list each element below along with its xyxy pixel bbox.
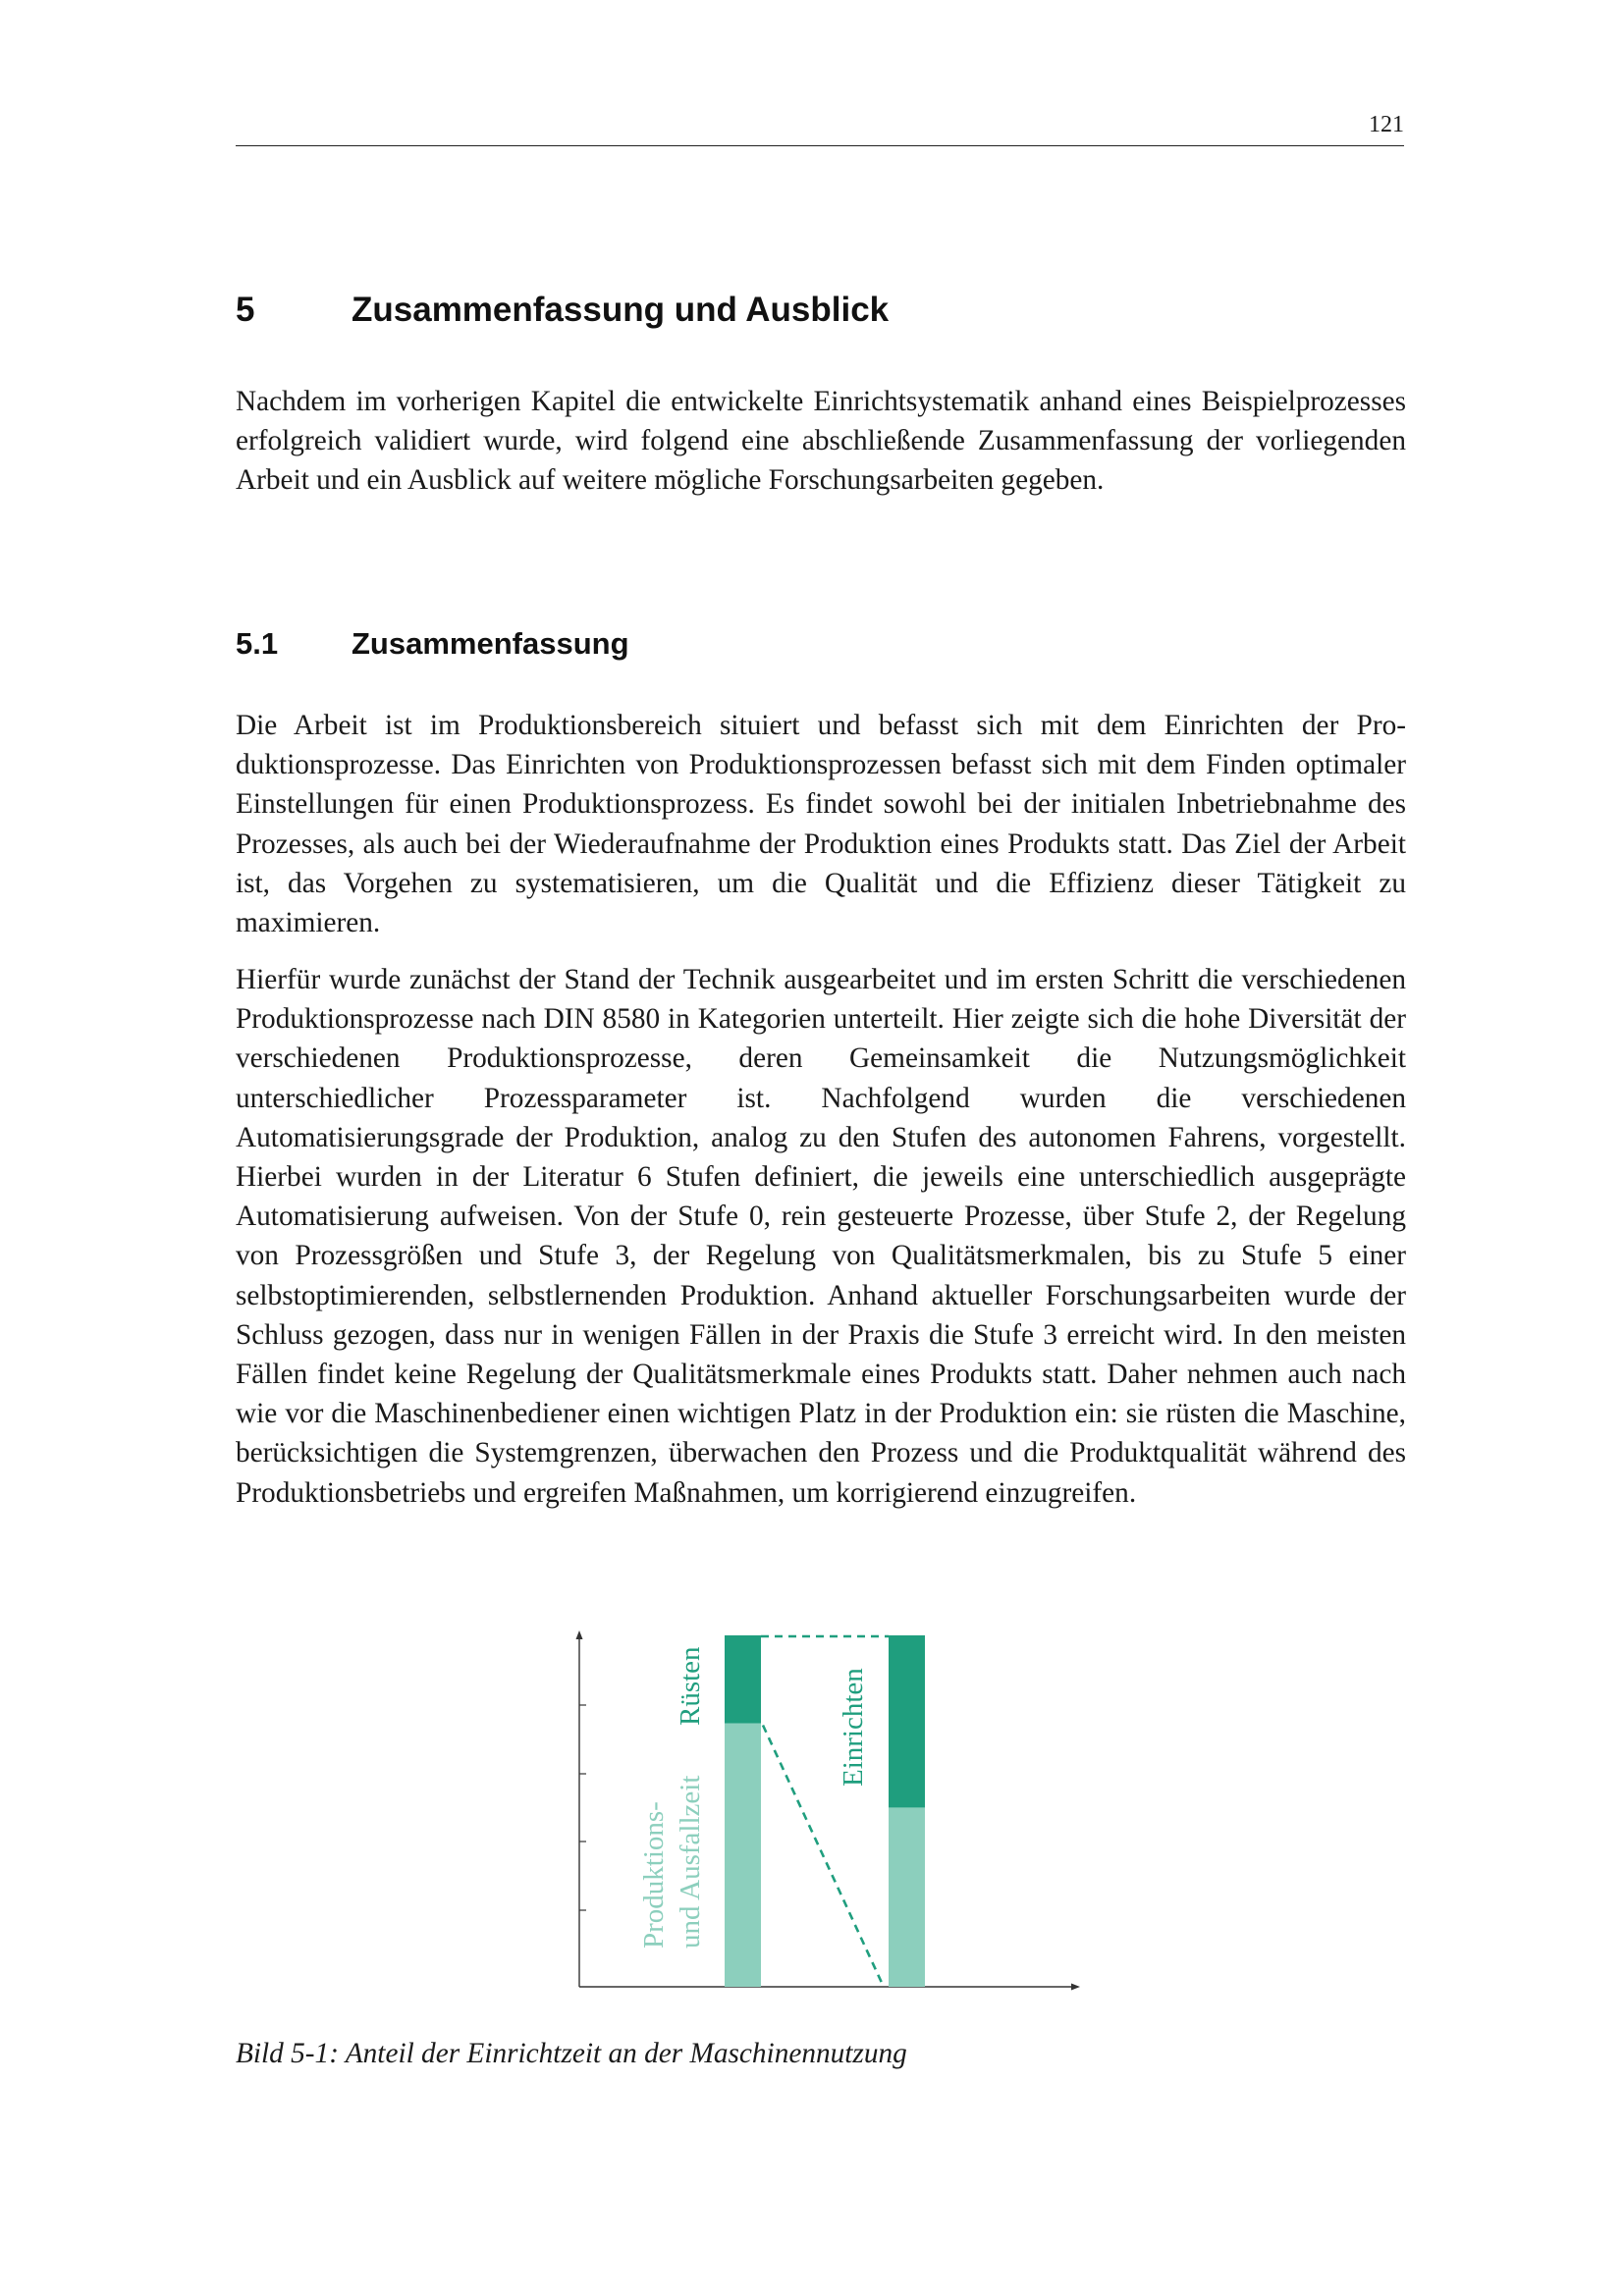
body-paragraph-1: Die Arbeit ist im Produktionsbereich situiert und befasst sich mit dem Einrichten der Produktionsprozesse. Das Einrichten von Produktionsprozessen befasst sich mit dem Finden optimaler Einstellungen für einen Produktionsprozess. Es findet sowohl bei der initialen Inbetriebnahme des Prozesses, als auch bei der Wiederaufnahme der Produktion eines Produkts statt. Das Ziel der Arbeit ist, das Vorgehen zu systematisieren, um die Qualität und die Effizienz dieser Tätigkeit zu maximieren. (236, 710, 1406, 939)
section-heading (236, 626, 629, 662)
caption-text: : Anteil der Einrichtzeit an der Maschinennutzung (329, 2038, 907, 2069)
label-production-line1: Produktions- (638, 1801, 670, 1949)
label-production-line2: und Ausfallzeit (675, 1775, 706, 1949)
chapter-heading (236, 291, 889, 330)
intro-paragraph: Nachdem im vorherigen Kapitel die entwickelte Einrichtsystematik anhand eines Beispielprozesses erfolgreich validiert wurde, wird folgend eine abschließende Zusammenfassung der vorliegenden Arbeit und ein Ausblick auf weitere mögliche Forschungsarbeiten gegeben. (236, 386, 1406, 497)
figure-caption (236, 2038, 907, 2070)
section-number: 5.1 (236, 626, 279, 661)
chapter-number: 5 (236, 291, 255, 329)
bar-2-setup-segment (889, 1635, 925, 1807)
bar-1-production-segment (725, 1724, 761, 1988)
bar-1-setup-segment (725, 1635, 761, 1724)
chapter-title: Zusammenfassung und Ausblick (352, 291, 890, 329)
body-paragraph-2: Hierfür wurde zunächst der Stand der Technik ausgearbeitet und im ersten Schritt die verschiedenen Produktionsprozesse nach DIN 8580 in Kategorien unterteilt. Hier zeigte sich die hohe Diversität der verschiedenen Produktionsprozesse, deren Gemeinsamkeit die Nutzungsmöglichkeit unterschiedlicher Prozessparameter ist. Nachfolgend wurden die verschiedenen Automatisierungsgrade der Produktion, analog zu den Stufen des autonomen Fahrens, vorgestellt. Hierbei wurden in der Literatur 6 Stufen definiert, die jeweils eine unterschiedlich ausgeprägte Automatisierung aufweisen. Von der Stufe 0, rein gesteuerte Prozesse, über Stufe 2, der Regelung von Prozessgrößen und Stufe 3, der Regelung von Qualitätsmerkmalen, bis zu Stufe 5 einer selbstoptimierenden, selbstlernenden Produktion. Anhand aktueller Forschungsarbeiten wurde der Schluss gezogen, dass nur in wenigen Fällen in der Praxis die Stufe 3 erreicht wird. In den meisten Fällen findet keine Regelung der Qualitätsmerkmale eines Produkts statt. Daher nehmen auch nach wie vor die Maschinenbediener einen wichtigen Platz in der Produktion ein: sie rüsten die Maschine, berücksichtigen die Systemgrenzen, überwachen den Prozess und die Produktqualität während des Produktionsbetriebs und ergreifen Maßnahmen, um korrigierend einzugreifen. (236, 964, 1406, 1509)
section-title: Zusammenfassung (352, 626, 629, 661)
figure-machine-usage (550, 1625, 1100, 2007)
bar-2-production-segment (889, 1807, 925, 1987)
label-ruesten: Rüsten (675, 1646, 706, 1726)
label-einrichten: Einrichten (838, 1668, 869, 1787)
header-rule (236, 145, 1404, 146)
x-axis-arrow (1071, 1984, 1080, 1991)
page-number: 121 (1369, 112, 1404, 137)
y-axis-arrow (576, 1630, 583, 1639)
caption-label: Bild 5-1 (236, 2038, 330, 2069)
